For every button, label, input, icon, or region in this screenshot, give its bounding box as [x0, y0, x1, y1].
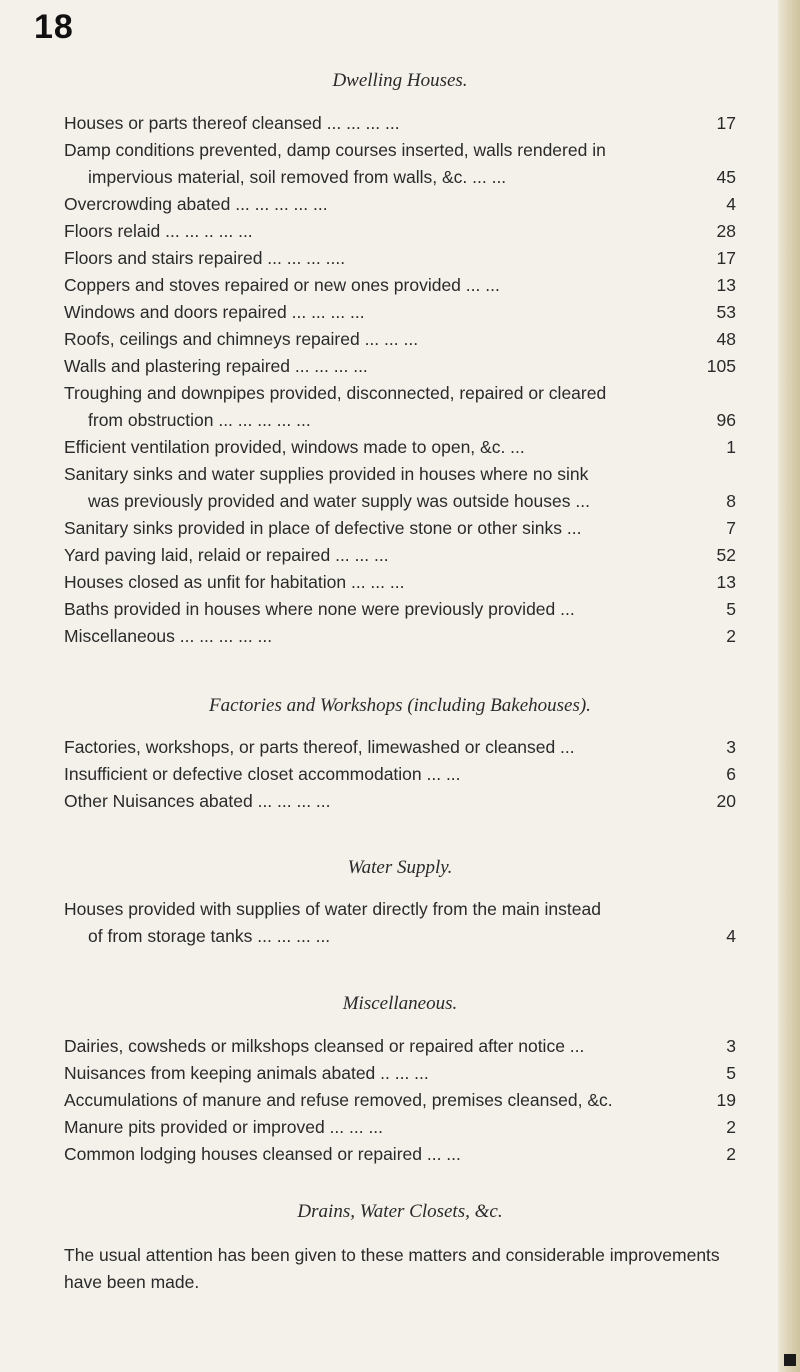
row-value: 1 — [726, 437, 736, 457]
row-label: Factories, workshops, or parts thereof, limewashed or cleansed ... — [64, 737, 575, 757]
row-value: 2 — [726, 626, 736, 646]
row-value: 3 — [726, 737, 736, 757]
row-value: 4 — [726, 926, 736, 946]
row-value: 20 — [716, 791, 736, 811]
table-row — [64, 248, 736, 272]
table-row — [64, 113, 736, 137]
row-label: Insufficient or defective closet accommodation ... ... — [64, 764, 461, 784]
row-label: Overcrowding abated ... ... ... ... ... — [64, 194, 328, 214]
page-edge — [778, 0, 800, 1372]
row-label: Roofs, ceilings and chimneys repaired ... ... ... — [64, 329, 419, 349]
table-row — [64, 167, 736, 191]
row-value: 17 — [716, 248, 736, 268]
row-label: Coppers and stoves repaired or new ones provided ... ... — [64, 275, 500, 295]
row-value: 28 — [716, 221, 736, 241]
table-row — [64, 1063, 736, 1087]
row-value: 52 — [716, 545, 736, 565]
table-row — [64, 356, 736, 380]
row-label: Floors and stairs repaired ... ... ... .... — [64, 248, 346, 268]
table-row — [64, 764, 736, 788]
row-value: 13 — [716, 275, 736, 295]
row-value: 2 — [726, 1144, 736, 1164]
row-value: 6 — [726, 764, 736, 784]
section-heading-dwelling: Dwelling Houses. — [332, 70, 468, 91]
table-row — [64, 329, 736, 353]
row-value: 5 — [726, 1063, 736, 1083]
row-value: 53 — [716, 302, 736, 322]
row-value: 45 — [716, 167, 736, 187]
row-value: 105 — [706, 356, 736, 376]
row-value: 17 — [716, 113, 736, 133]
table-row — [64, 599, 736, 623]
row-label: Common lodging houses cleansed or repaired ... ... — [64, 1144, 461, 1164]
row-label: Windows and doors repaired ... ... ... ... — [64, 302, 365, 322]
table-row — [64, 1117, 736, 1141]
row-label: was previously provided and water supply was outside houses ... — [88, 491, 590, 511]
row-label: Sanitary sinks provided in place of defective stone or other sinks ... — [64, 518, 582, 538]
row-label: Dairies, cowsheds or milkshops cleansed or repaired after notice ... — [64, 1036, 585, 1056]
table-row — [64, 194, 736, 218]
table-row — [64, 791, 736, 815]
row-label-line1: Damp conditions prevented, damp courses inserted, walls rendered in — [64, 140, 606, 160]
table-row — [64, 410, 736, 434]
table-row — [64, 1090, 736, 1114]
section-heading-drains: Drains, Water Closets, &c. — [297, 1201, 503, 1222]
row-label: Miscellaneous ... ... ... ... ... — [64, 626, 273, 646]
row-value: 2 — [726, 1117, 736, 1137]
table-row — [64, 518, 736, 542]
table-row — [64, 221, 736, 245]
row-value: 3 — [726, 1036, 736, 1056]
row-value: 13 — [716, 572, 736, 592]
table-row — [64, 737, 736, 761]
row-label: Efficient ventilation provided, windows made to open, &c. ... — [64, 437, 525, 457]
row-value: 4 — [726, 194, 736, 214]
drains-paragraph: The usual attention has been given to these matters and considerable improvements have been made. — [64, 1245, 720, 1292]
row-value: 19 — [716, 1090, 736, 1110]
row-label: Other Nuisances abated ... ... ... ... — [64, 791, 331, 811]
row-label: Manure pits provided or improved ... ... ... — [64, 1117, 384, 1137]
section-heading-misc: Miscellaneous. — [342, 993, 458, 1014]
row-label: Accumulations of manure and refuse removed, premises cleansed, &c. — [64, 1090, 613, 1110]
row-label: Yard paving laid, relaid or repaired ... ... ... — [64, 545, 389, 565]
table-row — [64, 1144, 736, 1168]
table-row — [64, 1036, 736, 1060]
table-row — [64, 302, 736, 326]
row-label-line1: Houses provided with supplies of water directly from the main instead — [64, 899, 601, 919]
row-label: Walls and plastering repaired ... ... ... ... — [64, 356, 368, 376]
row-label: from obstruction ... ... ... ... ... — [88, 410, 311, 430]
row-label: impervious material, soil removed from walls, &c. ... ... — [88, 167, 507, 187]
table-row — [64, 437, 736, 461]
row-label: of from storage tanks ... ... ... ... — [88, 926, 331, 946]
section-heading-water: Water Supply. — [347, 857, 453, 878]
row-label: Floors relaid ... ... .. ... ... — [64, 221, 253, 241]
page-corner-mark — [784, 1354, 796, 1366]
table-row — [64, 572, 736, 596]
row-label: Houses closed as unfit for habitation ... ... ... — [64, 572, 405, 592]
row-value: 7 — [726, 518, 736, 538]
table-row — [64, 275, 736, 299]
table-row — [64, 545, 736, 569]
row-label: Baths provided in houses where none were previously provided ... — [64, 599, 575, 619]
table-row — [64, 626, 736, 650]
row-label-line1: Troughing and downpipes provided, disconnected, repaired or cleared — [64, 383, 607, 403]
row-label: Nuisances from keeping animals abated .. ... ... — [64, 1063, 429, 1083]
row-value: 8 — [726, 491, 736, 511]
table-row — [64, 491, 736, 515]
row-label: Houses or parts thereof cleansed ... ... ... ... — [64, 113, 400, 133]
row-label-line1: Sanitary sinks and water supplies provided in houses where no sink — [64, 464, 589, 484]
table-row — [64, 926, 736, 950]
row-value: 48 — [716, 329, 736, 349]
row-value: 96 — [716, 410, 736, 430]
section-heading-factories: Factories and Workshops (including Bakehouses). — [209, 695, 591, 716]
page-number: 18 — [34, 8, 74, 46]
row-value: 5 — [726, 599, 736, 619]
